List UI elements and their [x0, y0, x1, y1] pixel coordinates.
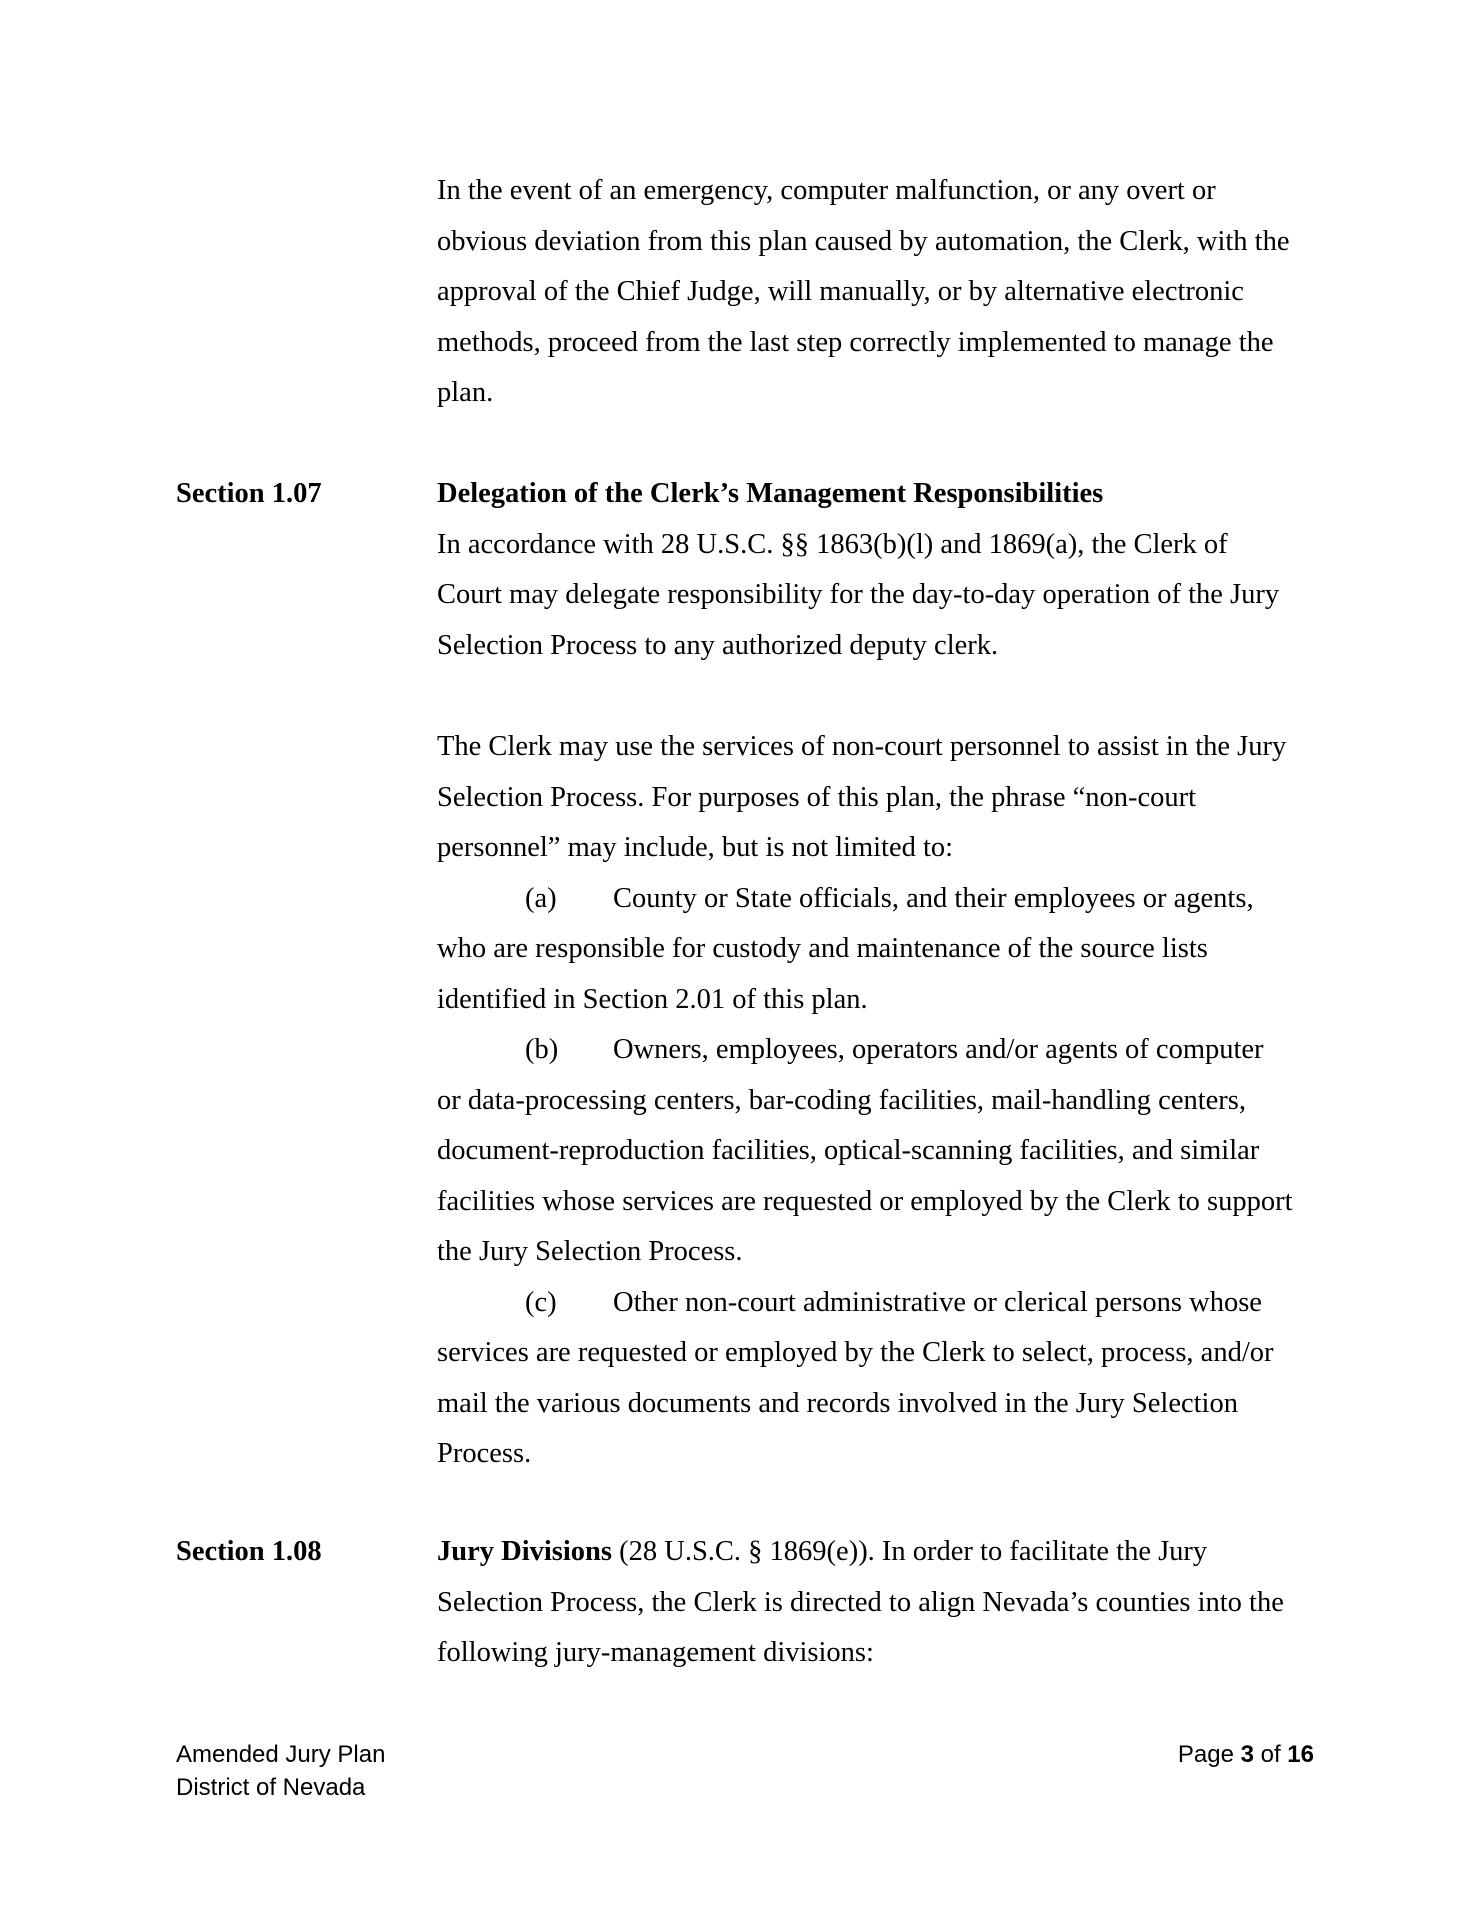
- list-item-b: [437, 1025, 1299, 1278]
- section-1-08-heading: Jury Divisions: [437, 1536, 612, 1567]
- list-item-first-line: Owners, employees, operators and/or agents of computer: [613, 1034, 1264, 1065]
- list-item-first-line: County or State officials, and their employees or agents,: [613, 882, 1254, 914]
- section-1-07-list: [437, 722, 1299, 1480]
- page-total: 16: [1287, 1741, 1314, 1768]
- footer-district: District of Nevada: [176, 1774, 366, 1801]
- section-1-07-body: [437, 469, 1299, 671]
- non-court-personnel-paragraph: The Clerk may use the services of non-court personnel to assist in the Jury Selection Process. For purposes of this plan, the phrase “non-court personnel” may include, but is not limited to:: [437, 731, 1287, 863]
- list-item-text: who are responsible for custody and maintenance of the source lists identified in Section 2.01 of this plan.: [437, 933, 1208, 1015]
- footer-plan-name: Amended Jury Plan: [176, 1741, 386, 1768]
- page-number: [1178, 1738, 1314, 1771]
- list-item-text: services are requested or employed by the Clerk to select, process, and/or mail the various documents and records involved in the Jury Selection Process.: [437, 1337, 1274, 1469]
- footer-document-title: [176, 1738, 385, 1804]
- paragraph-emergency: In the event of an emergency, computer malfunction, or any overt or obvious deviation from this plan caused by automation, the Clerk, with the approval of the Chief Judge, will manually, or by alternative electronic methods, proceed from the last step correctly implemented to manage the plan.: [437, 175, 1290, 408]
- section-1-07-heading: Delegation of the Clerk’s Management Responsibilities: [437, 478, 1104, 509]
- section-1-07-label: Section 1.07: [176, 478, 322, 509]
- list-item-c: [437, 1278, 1299, 1480]
- list-item-letter: (c): [525, 1286, 557, 1318]
- list-item-text: or data-processing centers, bar-coding facilities, mail-handling centers, document-reproduction facilities, optical-scanning facilities, and similar facilities whose services are requested or employed by the Clerk to support the Jury Selection Process.: [437, 1084, 1293, 1267]
- list-item-letter: (a): [525, 882, 557, 914]
- list-item-first-line: Other non-court administrative or clerical persons whose: [613, 1286, 1262, 1318]
- page-number-prefix: Page: [1177, 1741, 1241, 1768]
- list-item-a: [437, 874, 1299, 1026]
- section-1-08-body: [437, 1527, 1299, 1679]
- list-item-letter: (b): [525, 1034, 559, 1065]
- section-1-07-intro: In accordance with 28 U.S.C. §§ 1863(b)(l) and 1869(a), the Clerk of Court may delegate responsibility for the day-to-day operation of the Jury Selection Process to any authorized deputy clerk.: [437, 528, 1280, 661]
- section-1-08-text: (28 U.S.C. § 1869(e)). In order to facilitate the Jury Selection Process, the Clerk is directed to align Nevada’s counties into the following jury-management divisions:: [437, 1536, 1284, 1668]
- page-current: 3: [1240, 1741, 1254, 1768]
- section-1-08-label: Section 1.08: [176, 1536, 322, 1567]
- page-of: of: [1253, 1741, 1288, 1768]
